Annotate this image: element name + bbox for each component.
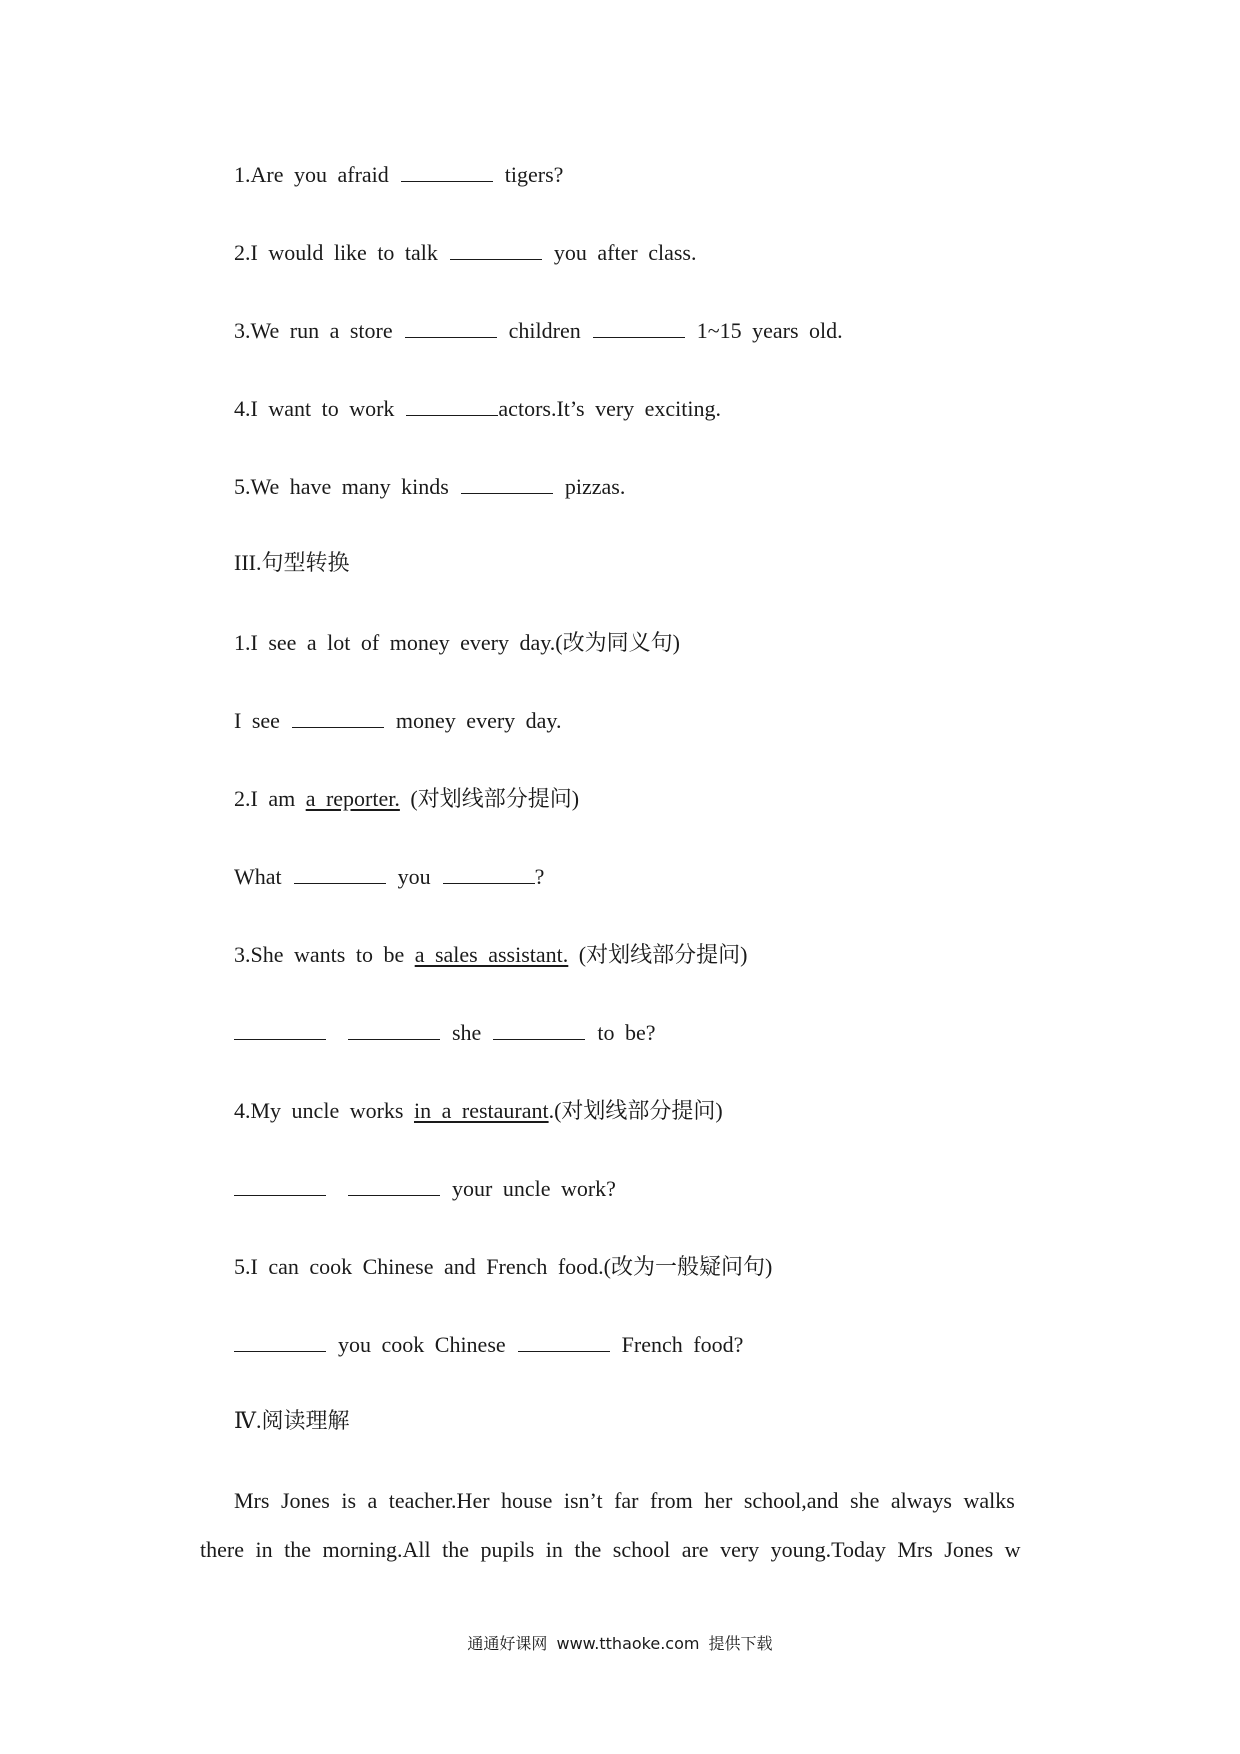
- answer-text: you cook Chinese: [338, 1332, 506, 1357]
- answer-blank[interactable]: [593, 319, 685, 338]
- question-text: .(对划线部分提问): [548, 1098, 723, 1123]
- question-text: (对划线部分提问): [578, 942, 748, 967]
- underlined-phrase: a sales assistant.: [414, 942, 569, 967]
- question-text: pizzas.: [564, 474, 626, 499]
- question-4: [234, 394, 721, 424]
- question-text: 5.I can cook Chinese and French food.(改为一般疑问句): [234, 1254, 773, 1279]
- question-1: [234, 160, 563, 190]
- transform-question-3: [234, 940, 747, 970]
- section-3-heading: III.句型转换: [234, 550, 350, 575]
- question-text: 1.Are you afraid: [234, 162, 389, 187]
- answer-blank[interactable]: [348, 1021, 440, 1040]
- answer-text: to be?: [597, 1020, 656, 1045]
- answer-text: What: [234, 864, 282, 889]
- question-text: 2.I am: [234, 786, 296, 811]
- question-text: 4.I want to work: [234, 396, 395, 421]
- reading-passage-line: there in the morning.All the pupils in the school are very young.Today Mrs Jones w: [200, 1537, 1021, 1562]
- question-text: children: [508, 318, 581, 343]
- question-text: tigers?: [504, 162, 564, 187]
- question-text: 5.We have many kinds: [234, 474, 449, 499]
- question-5: [234, 472, 625, 502]
- answer-text: ?: [534, 864, 545, 889]
- answer-blank[interactable]: [406, 397, 498, 416]
- answer-blank[interactable]: [234, 1021, 326, 1040]
- answer-blank[interactable]: [234, 1333, 326, 1352]
- question-text: 4.My uncle works: [234, 1098, 404, 1123]
- transform-question-4: [234, 1096, 723, 1126]
- question-text: 2.I would like to talk: [234, 240, 438, 265]
- answer-blank[interactable]: [493, 1021, 585, 1040]
- reading-passage-line: Mrs Jones is a teacher.Her house isn’t far from her school,and she always walks: [234, 1488, 1015, 1513]
- question-text: (对划线部分提问): [410, 786, 580, 811]
- question-text: 3.She wants to be: [234, 942, 405, 967]
- answer-blank[interactable]: [348, 1177, 440, 1196]
- question-text: you after class.: [553, 240, 697, 265]
- transform-answer-5: [234, 1330, 743, 1360]
- section-4-heading: Ⅳ.阅读理解: [234, 1408, 350, 1433]
- page-footer: 通通好课网 www.tthaoke.com 提供下载: [467, 1634, 773, 1653]
- underlined-phrase: a reporter.: [305, 786, 400, 811]
- question-text: 3.We run a store: [234, 318, 393, 343]
- answer-blank[interactable]: [450, 241, 542, 260]
- question-text: 1.I see a lot of money every day.(改为同义句): [234, 630, 680, 655]
- answer-blank[interactable]: [518, 1333, 610, 1352]
- transform-answer-2: [234, 862, 544, 892]
- answer-blank[interactable]: [234, 1177, 326, 1196]
- transform-question-2: [234, 784, 579, 814]
- answer-blank[interactable]: [461, 475, 553, 494]
- question-3: [234, 316, 843, 346]
- underlined-phrase: in a restaurant: [413, 1098, 549, 1123]
- answer-text: she: [452, 1020, 482, 1045]
- answer-blank[interactable]: [405, 319, 497, 338]
- transform-answer-4: [234, 1174, 616, 1204]
- answer-blank[interactable]: [443, 865, 535, 884]
- answer-text: your uncle work?: [452, 1176, 616, 1201]
- answer-text: I see: [234, 708, 280, 733]
- transform-answer-1: [234, 706, 562, 736]
- question-text: actors.It’s very exciting.: [498, 396, 722, 421]
- question-2: [234, 238, 696, 268]
- answer-text: French food?: [621, 1332, 744, 1357]
- answer-text: money every day.: [395, 708, 562, 733]
- answer-blank[interactable]: [292, 709, 384, 728]
- answer-blank[interactable]: [401, 163, 493, 182]
- answer-text: you: [397, 864, 431, 889]
- transform-answer-3: [234, 1018, 655, 1048]
- question-text: 1~15 years old.: [696, 318, 843, 343]
- answer-blank[interactable]: [294, 865, 386, 884]
- transform-question-5: [234, 1252, 772, 1282]
- transform-question-1: [234, 628, 680, 658]
